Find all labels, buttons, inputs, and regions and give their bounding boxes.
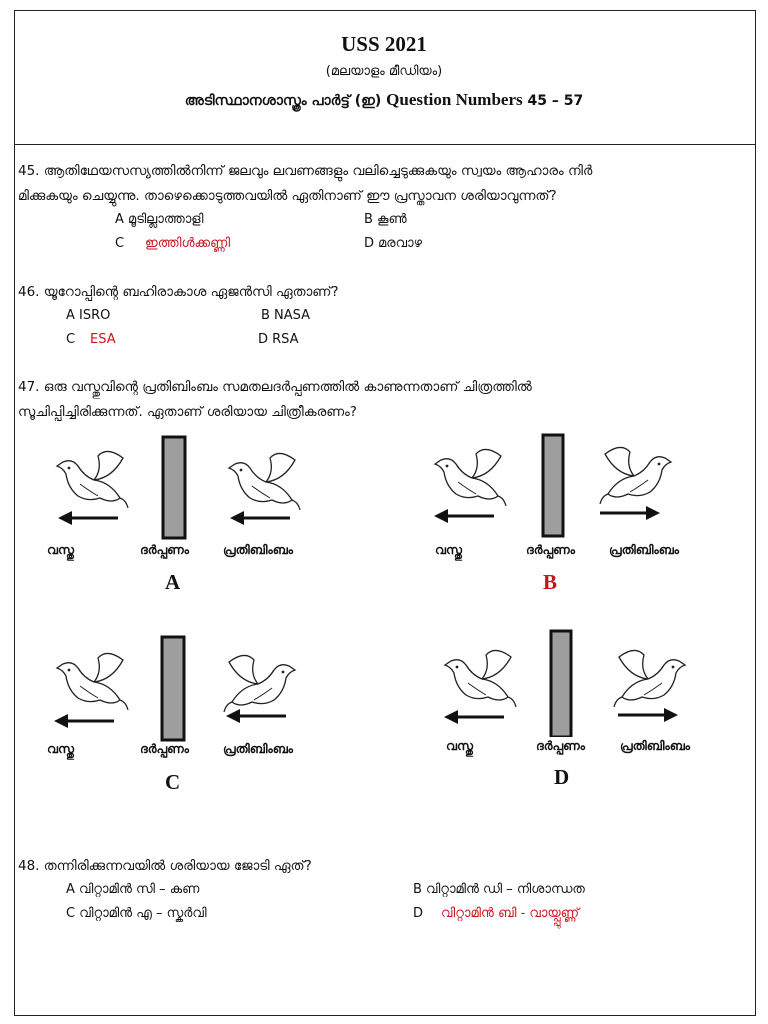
fig-c-image-label: പ്രതിബിംബം	[223, 741, 294, 756]
q48-option-a: A വിറ്റാമിൻ സി – കണ	[66, 882, 200, 897]
image-bird-icon	[614, 650, 685, 707]
q48-option-d-letter: D	[413, 906, 424, 921]
fig-d-image-label: പ്രതിബിംബം	[620, 738, 691, 753]
figure-b	[420, 428, 740, 538]
q48-option-b: B വിറ്റാമിൻ ഡി – നിശാന്ധത	[413, 882, 585, 897]
fig-c-letter: C	[165, 770, 181, 794]
header-divider	[14, 144, 755, 145]
question-range: 45 – 57	[527, 93, 584, 109]
image-bird-icon	[600, 447, 671, 504]
q45-option-c-letter: C	[115, 236, 125, 251]
mirror-bar	[163, 437, 185, 538]
object-bird-icon	[445, 650, 516, 707]
q46-option-c-letter: C	[66, 332, 76, 347]
fig-c-mirror-label: ദർപ്പണം	[140, 741, 189, 756]
fig-d-object-label: വസ്തു	[446, 738, 474, 753]
fig-d-mirror-label: ദർപ്പണം	[536, 738, 585, 753]
object-arrow-left-icon	[444, 710, 504, 724]
fig-a-mirror-label: ദർപ്പണം	[140, 542, 189, 557]
part-subtitle	[0, 90, 768, 110]
q46-option-b: B NASA	[261, 308, 311, 323]
figure-a	[40, 430, 340, 540]
image-arrow-right-icon	[618, 708, 678, 722]
q46-option-a: A ISRO	[66, 308, 111, 323]
subtitle-en: Question Numbers	[386, 90, 523, 109]
figure-d	[420, 625, 740, 737]
fig-b-letter-answer: B	[543, 570, 558, 594]
q45-option-c-answer: ഇത്തിൾക്കണ്ണി	[145, 236, 231, 251]
object-arrow-left-icon	[434, 509, 494, 523]
q45-line1: 45. ആതിഥേയസസ്യത്തിൽനിന്ന് ജലവും ലവണങ്ങളും വലിച്ചെടുക്കുകയും സ്വയം ആഹാരം നിർ	[18, 163, 593, 179]
q45-option-a: A മൂടില്ലാത്താളി	[115, 212, 204, 227]
q47-line2: സൂചിപ്പിച്ചിരിക്കുന്നത്. ഏതാണ് ശരിയായ ചിത്രീകരണം?	[18, 404, 357, 420]
q46-question: 46. യൂറോപ്പിന്റെ ബഹിരാകാശ ഏജൻസി ഏതാണ്?	[18, 284, 339, 300]
object-arrow-left-icon	[54, 714, 114, 728]
q45-line2: മിക്കുകയും ചെയ്യുന്നു. താഴെക്കൊടുത്തവയിൽ ഏതിനാണ് ഈ പ്രസ്താവന ശരിയാവുന്നത്?	[18, 188, 557, 204]
object-arrow-left-icon	[58, 511, 118, 525]
object-bird-icon	[435, 449, 506, 506]
object-bird-icon	[57, 653, 128, 710]
fig-b-object-label: വസ്തു	[435, 542, 463, 557]
medium-label: (മലയാളം മീഡിയം)	[325, 64, 443, 79]
q45-option-b: B കൂൺ	[364, 212, 407, 227]
image-bird-icon	[224, 655, 295, 712]
q48-question: 48. തന്നിരിക്കുന്നവയിൽ ശരിയായ ജോടി ഏത്?	[18, 858, 312, 874]
q46-option-d: D RSA	[258, 332, 299, 347]
mirror-bar	[551, 631, 571, 737]
fig-a-letter: A	[165, 570, 181, 594]
page-title: USS 2021	[341, 32, 427, 56]
image-bird-icon	[229, 453, 300, 510]
object-bird-icon	[57, 451, 128, 508]
q48-option-d-answer: വിറ്റാമിൻ ബി - വായ്പ്പുണ്ണ്	[441, 906, 580, 921]
image-arrow-left-icon	[226, 709, 286, 723]
fig-a-image-label: പ്രതിബിംബം	[223, 542, 294, 557]
fig-a-object-label: വസ്തു	[47, 542, 75, 557]
fig-d-letter: D	[554, 765, 570, 789]
subtitle-ml: അടിസ്ഥാനശാസ്ത്രം പാർട്ട് (ഇ)	[184, 93, 382, 109]
mirror-bar	[162, 637, 184, 740]
fig-c-object-label: വസ്തു	[47, 741, 75, 756]
q47-line1: 47. ഒരു വസ്തുവിന്റെ പ്രതിബിംബം സമതലദർപ്പണത്തിൽ കാണുന്നതാണ് ചിത്രത്തിൽ	[18, 379, 532, 395]
image-arrow-right-icon	[600, 506, 660, 520]
figure-c	[40, 630, 340, 742]
fig-b-mirror-label: ദർപ്പണം	[526, 542, 575, 557]
q48-option-c: C വിറ്റാമിൻ എ – സ്കർവി	[66, 906, 207, 921]
image-arrow-left-icon	[230, 511, 290, 525]
fig-b-image-label: പ്രതിബിംബം	[609, 542, 680, 557]
q46-option-c-answer: ESA	[90, 332, 116, 347]
mirror-bar	[543, 435, 563, 536]
q45-option-d: D മരവാഴ	[364, 236, 422, 251]
